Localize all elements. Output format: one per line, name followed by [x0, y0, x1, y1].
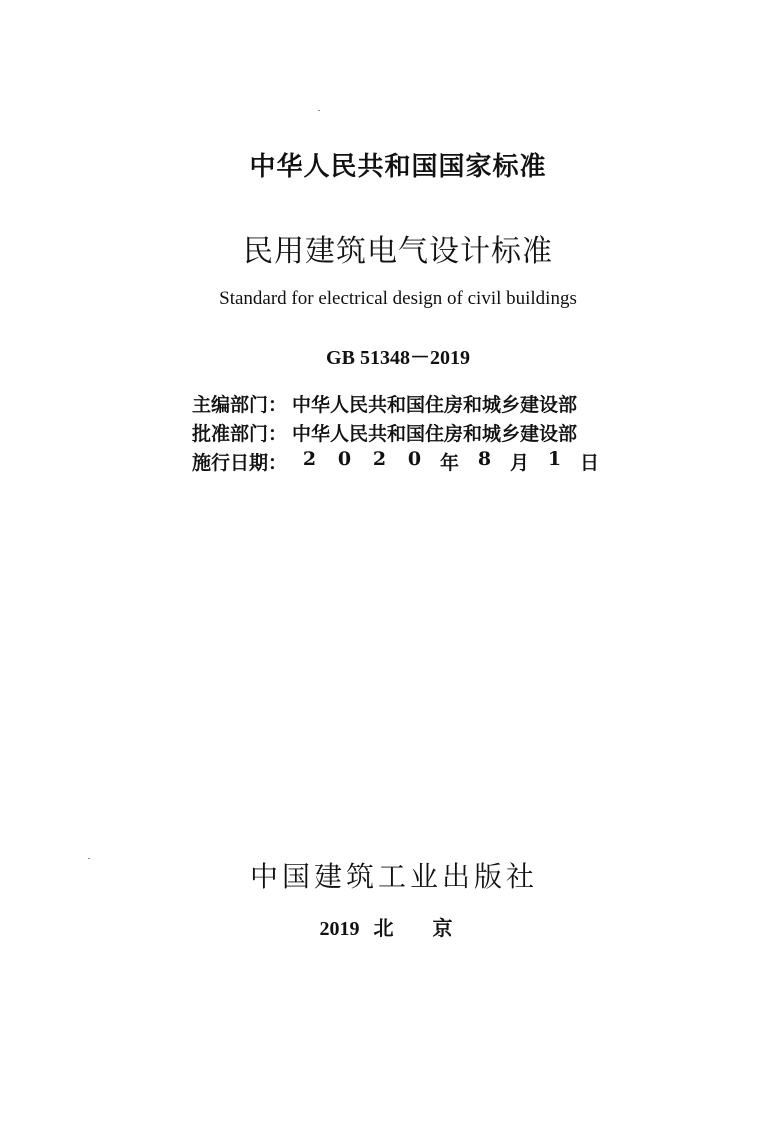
- effective-date-value: [292, 448, 607, 475]
- date-digit: 2: [372, 448, 387, 470]
- document-title-en: Standard for electrical design of civil buildings: [219, 288, 577, 309]
- date-digit: 0: [407, 448, 422, 470]
- editor-department-row: [192, 389, 712, 418]
- standard-number: GB 51348－2019: [326, 347, 470, 369]
- editor-department-value: 中华人民共和国住房和城乡建设部: [292, 394, 578, 416]
- date-day-digit: 1: [547, 448, 562, 470]
- scan-speck: [318, 110, 320, 111]
- document-title-zh: 民用建筑电气设计标准: [243, 234, 553, 269]
- date-digit: 0: [337, 448, 352, 470]
- editor-department-label: 主编部门：: [192, 394, 288, 416]
- date-year-char: 年: [439, 452, 459, 474]
- publication-info: [192, 389, 712, 476]
- date-digit: 2: [302, 448, 317, 470]
- publication-year: 2019: [319, 918, 360, 940]
- effective-date-label: 施行日期：: [192, 452, 288, 474]
- approval-department-row: [192, 418, 712, 447]
- publication-place: [10, 912, 768, 941]
- date-month-char: 月: [509, 452, 529, 474]
- date-month-digit: 8: [477, 448, 492, 470]
- date-day-char: 日: [579, 452, 599, 474]
- approval-department-value: 中华人民共和国住房和城乡建设部: [292, 423, 578, 445]
- standard-category: 中华人民共和国国家标准: [249, 152, 547, 182]
- publication-city: 北 京: [373, 916, 469, 940]
- publisher-name: 中国建筑工业出版社: [249, 860, 538, 893]
- approval-department-label: 批准部门：: [192, 423, 288, 445]
- effective-date-row: [192, 447, 712, 476]
